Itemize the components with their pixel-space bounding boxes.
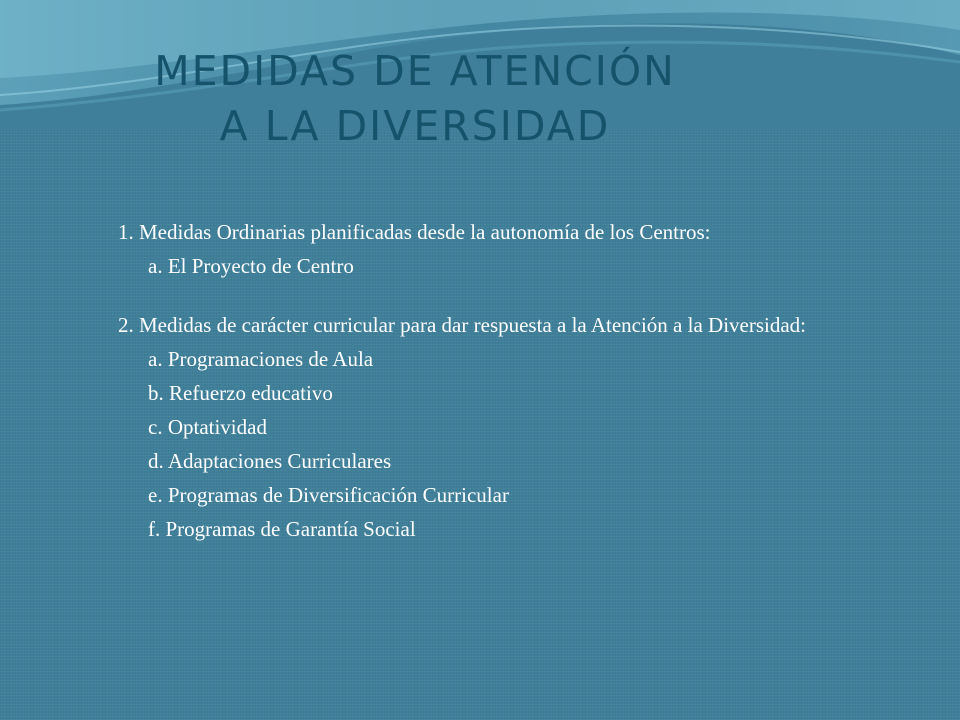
section-2-item-e: e. Programas de Diversificación Curricular <box>148 483 509 507</box>
slide-content <box>118 218 818 546</box>
section-2-item-d: d. Adaptaciones Curriculares <box>148 449 392 473</box>
section-2-heading: 2. Medidas de carácter curricular para dar respuesta a la Atención a la Diversidad: <box>118 313 807 337</box>
section-2-item-a: a. Programaciones de Aula <box>148 347 374 371</box>
section-1-item-a: a. El Proyecto de Centro <box>148 254 354 278</box>
title-line-2: A LA DIVERSIDAD <box>219 102 611 150</box>
section-2-item-c: c. Optatividad <box>148 415 267 439</box>
section-2-item-b: b. Refuerzo educativo <box>148 381 333 405</box>
title-line-1: MEDIDAS DE ATENCIÓN <box>154 47 676 95</box>
section-1-heading: 1. Medidas Ordinarias planificadas desde la autonomía de los Centros: <box>118 220 711 244</box>
section-spacer <box>118 283 818 311</box>
slide-title <box>0 44 830 154</box>
section-2-item-f: f. Programas de Garantía Social <box>148 517 416 541</box>
